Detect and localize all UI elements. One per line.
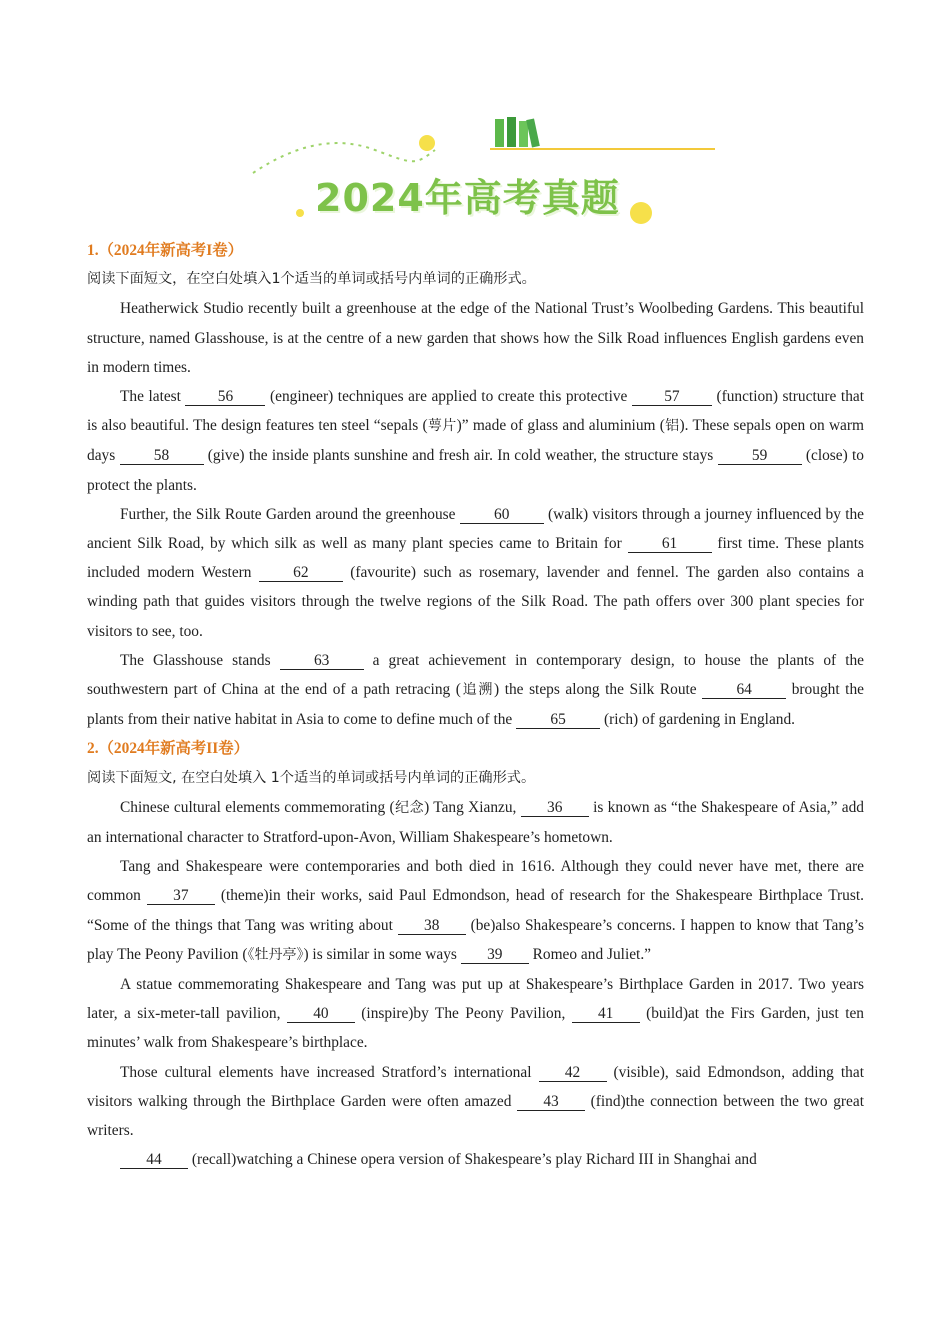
- blank-39[interactable]: 39: [461, 946, 529, 964]
- q2-paragraph-5: 44 (recall)watching a Chinese opera version of Shakespeare’s play Richard III in Shanghai and: [87, 1145, 864, 1174]
- q2-paragraph-1: Chinese cultural elements commemorating (纪念) Tang Xianzu, 36 is known as “the Shakespeare of Asia,” add an international character to Stratford-upon-Avon, William Shakespeare’s hometown.: [87, 798, 864, 847]
- blank-63[interactable]: 63: [280, 652, 364, 670]
- blank-41[interactable]: 41: [572, 1005, 640, 1023]
- blank-44[interactable]: 44: [120, 1151, 188, 1169]
- blank-62[interactable]: 62: [259, 564, 343, 582]
- blank-43[interactable]: 43: [517, 1093, 585, 1111]
- blank-58[interactable]: 58: [120, 447, 204, 465]
- document-body: [87, 236, 864, 1175]
- blank-37[interactable]: 37: [147, 887, 215, 905]
- question-2-heading: 2.（2024年新高考II卷）: [87, 740, 250, 758]
- q1-paragraph-1: Heatherwick Studio recently built a greenhouse at the edge of the National Trust’s Woolbeding Gardens. This beautiful structure, named Glasshouse, is at the centre of a new garden that shows how the Silk Road influences English gardens even in modern times.: [87, 300, 864, 376]
- q1-paragraph-3: Further, the Silk Route Garden around the greenhouse 60 (walk) visitors through a journey influenced by the ancient Silk Road, by which silk as well as many plant species came to Britain for 61 first time. These plants included modern Western 62 (favourite) such as rosemary, lavender and fennel. The garden also contains a winding path that guides visitors through the twelve regions of the Silk Road. The path offers over 300 plant species for visitors to see, too.: [87, 505, 864, 640]
- question-2-instruction: 阅读下面短文, 在空白处填入 1个适当的单词或括号内单词的正确形式。: [87, 769, 536, 786]
- blank-40[interactable]: 40: [287, 1005, 355, 1023]
- q1-paragraph-4: The Glasshouse stands 63 a great achievement in contemporary design, to house the plants of the southwestern part of China at the end of a path retracing (追溯) the steps along the Silk Route 64 brought the plants from their native habitat in Asia to come to define much of the 65 (rich) of gardening in England.: [87, 651, 865, 729]
- blank-57[interactable]: 57: [632, 388, 712, 406]
- blank-59[interactable]: 59: [718, 447, 802, 465]
- blank-56[interactable]: 56: [185, 388, 265, 406]
- title-banner: [245, 105, 725, 235]
- blank-65[interactable]: 65: [516, 711, 600, 729]
- blank-42[interactable]: 42: [539, 1064, 607, 1082]
- blank-64[interactable]: 64: [702, 681, 786, 699]
- blank-38[interactable]: 38: [398, 917, 466, 935]
- question-1-heading: 1.（2024年新高考I卷）: [87, 242, 244, 259]
- q2-paragraph-4: Those cultural elements have increased Stratford’s international 42 (visible), said Edmondson, adding that visitors walking through the Birthplace Garden were often amazed 43 (find)the connection between the two great writers.: [87, 1063, 864, 1140]
- q2-paragraph-2: Tang and Shakespeare were contemporaries and both died in 1616. Although they could never have met, there are common 37 (theme)in their works, said Paul Edmondson, head of research for the Shakespeare Birthplace Trust. “Some of the things that Tang was writing about 38 (be)also Shakespeare’s concerns. I happen to know that Tang’s play The Peony Pavilion (《牡丹亭》) is similar in some ways 39 Romeo and Juliet.”: [87, 858, 864, 963]
- book-icon: [495, 119, 504, 147]
- q2-paragraph-3: A statue commemorating Shakespeare and Tang was put up at Shakespeare’s Birthplace Garden in 2017. Two years later, a six-meter-tall pavilion, 40 (inspire)by The Peony Pavilion, 41 (build)at the Firs Garden, just ten minutes’ walk from Shakespeare’s birthplace.: [87, 976, 865, 1052]
- blank-36[interactable]: 36: [521, 799, 589, 817]
- q1-paragraph-2: The latest 56 (engineer) techniques are applied to create this protective 57 (function) structure that is also beautiful. The design features ten steel “sepals (萼片)” made of glass and aluminium (铝). These sepals open on warm days 58 (give) the inside plants sunshine and fresh air. In cold weather, the structure stays 59 (close) to protect the plants.: [87, 388, 865, 494]
- banner-title: 2024年高考真题: [315, 176, 620, 220]
- blank-60[interactable]: 60: [460, 506, 544, 524]
- blank-61[interactable]: 61: [628, 535, 712, 553]
- question-1-instruction: 阅读下面短文，在空白处填入1个适当的单词或括号内单词的正确形式。: [87, 271, 536, 288]
